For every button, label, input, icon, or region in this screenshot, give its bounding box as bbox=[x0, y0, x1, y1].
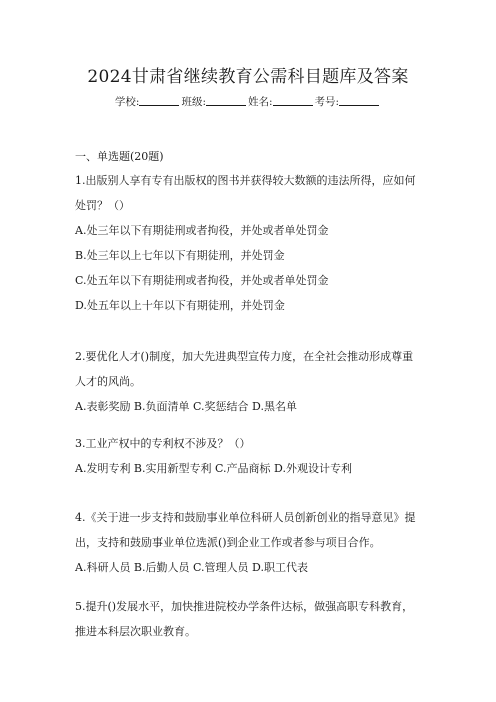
question-5-stem-line-2: 推进本科层次职业教育。 bbox=[75, 625, 196, 638]
document-title: 2024甘肃省继续教育公需科目题库及答案 bbox=[87, 67, 409, 87]
question-2-stem-line-2: 人才的风尚。 bbox=[75, 375, 141, 388]
section-heading: 一、单选题(20题) bbox=[75, 150, 164, 163]
question-1-option-c: C.处五年以下有期徒刑或者拘役，并处或者单处罚金 bbox=[75, 274, 329, 287]
question-1-stem-line-1: 1.出版别人享有专有出版权的图书并获得较大数额的违法所得，应如何 bbox=[75, 174, 416, 187]
question-1-stem-line-2: 处罚？（） bbox=[75, 199, 130, 212]
student-info-line bbox=[0, 94, 496, 109]
school-label: 学校: bbox=[114, 96, 140, 108]
school-blank[interactable] bbox=[139, 95, 179, 106]
class-blank[interactable] bbox=[206, 95, 246, 106]
question-5-stem-line-1: 5.提升()发展水平，加快推进院校办学条件达标，做强高职专科教育， bbox=[75, 600, 414, 613]
class-label: 班级: bbox=[181, 96, 206, 108]
question-1-option-b: B.处三年以上七年以下有期徒刑，并处罚金 bbox=[75, 249, 285, 262]
exam-number-label: 考号: bbox=[314, 96, 340, 108]
name-label: 姓名: bbox=[248, 96, 273, 108]
question-1-option-d: D.处五年以上十年以下有期徒刑，并处罚金 bbox=[75, 299, 285, 312]
exam-number-blank[interactable] bbox=[339, 95, 379, 106]
question-4-stem-line-1: 4.《关于进一步支持和鼓励事业单位科研人员创新创业的指导意见》提 bbox=[75, 511, 416, 524]
question-2-options: A.表彰奖励 B.负面清单 C.奖惩结合 D.黑名单 bbox=[75, 400, 297, 413]
question-4-stem-line-2: 出，支持和鼓励事业单位选派()到企业工作或者参与项目合作。 bbox=[75, 536, 381, 549]
question-3-stem-line-1: 3.工业产权中的专利权不涉及？（） bbox=[75, 437, 251, 450]
question-1-option-a: A.处三年以下有期徒刑或者拘役，并处或者单处罚金 bbox=[75, 224, 329, 237]
name-blank[interactable] bbox=[273, 95, 313, 106]
question-2-stem-line-1: 2.要优化人才()制度，加大先进典型宣传力度，在全社会推动形成尊重 bbox=[75, 350, 414, 363]
question-3-options: A.发明专利 B.实用新型专利 C.产品商标 D.外观设计专利 bbox=[75, 462, 352, 475]
question-4-options: A.科研人员 B.后勤人员 C.管理人员 D.职工代表 bbox=[75, 561, 308, 574]
